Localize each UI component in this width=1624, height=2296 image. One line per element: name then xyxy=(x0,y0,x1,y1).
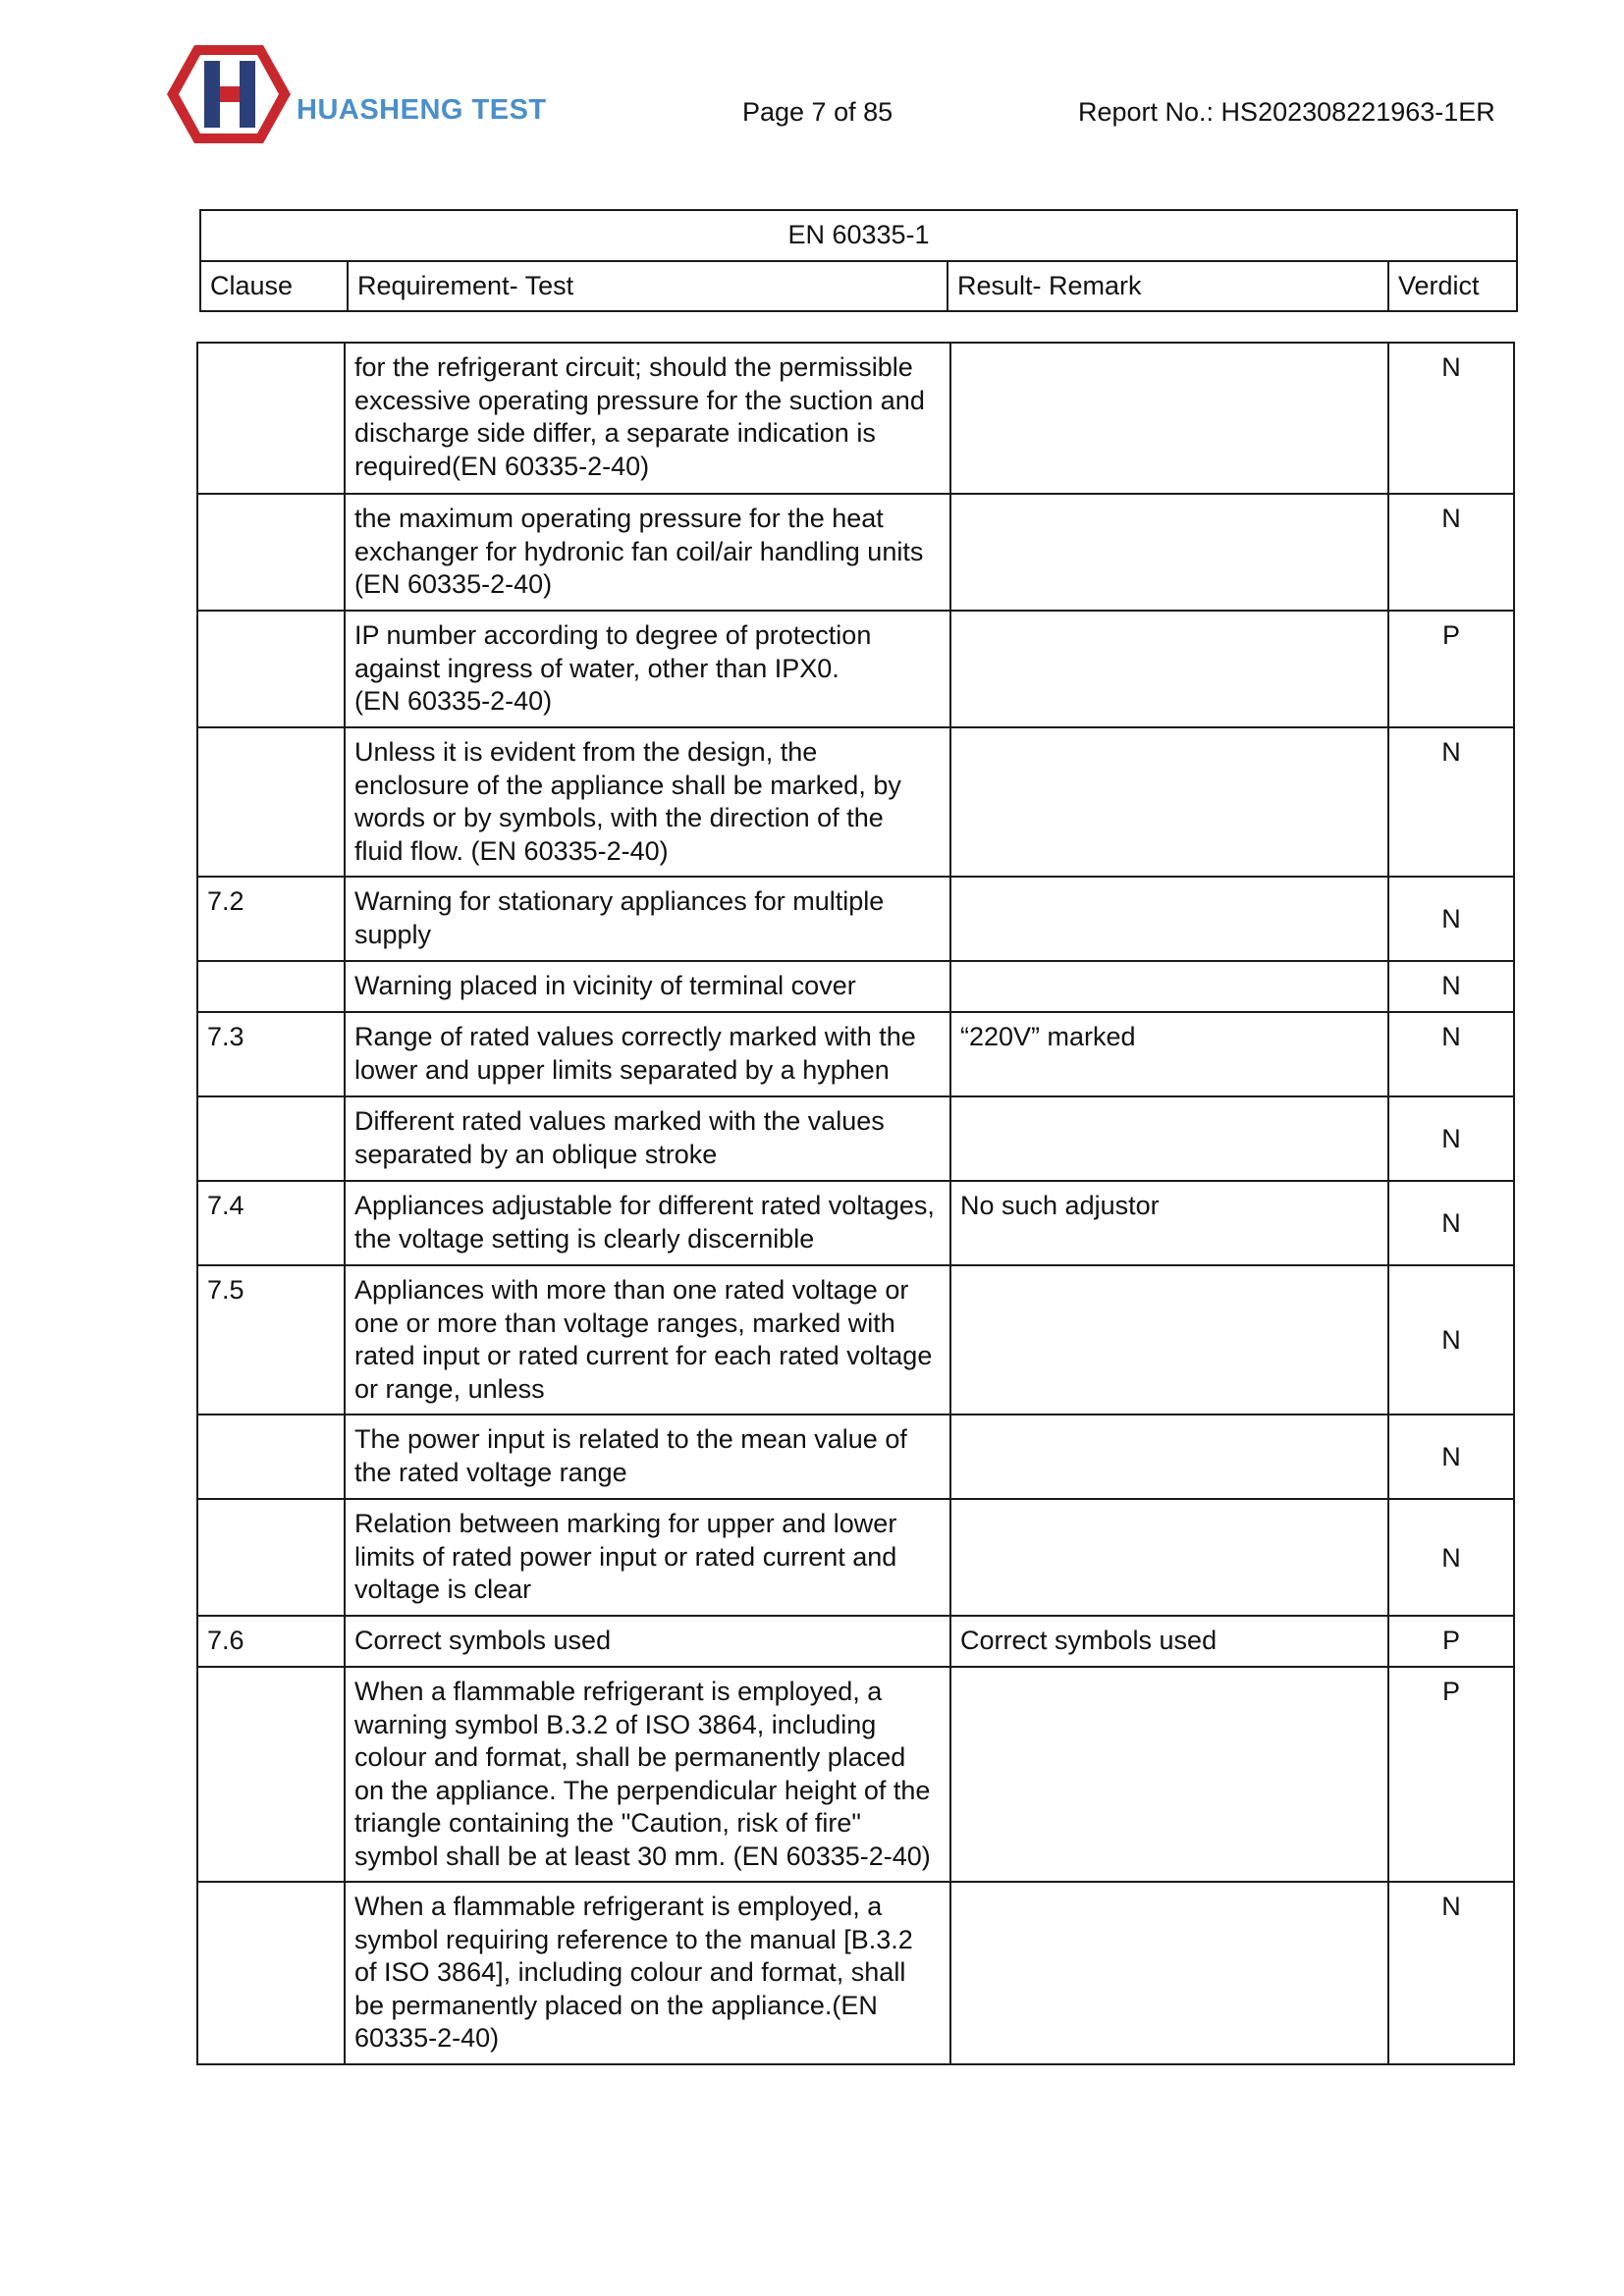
result-cell xyxy=(950,1882,1388,2064)
clause-cell xyxy=(197,494,345,611)
requirement-cell: When a flammable refrigerant is employed, a warning symbol B.3.2 of ISO 3864, including colour and format, shall be permanently placed on the appliance. The perpendicular height of the triangle containing the "Caution, risk of fire" symbol shall be at least 30 mm. (EN 60335-2-40) xyxy=(345,1667,950,1882)
result-cell xyxy=(950,611,1388,727)
result-cell xyxy=(950,727,1388,877)
result-cell xyxy=(950,343,1388,494)
table-row xyxy=(197,1096,1514,1181)
report-number: Report No.: HS202308221963-1ER xyxy=(1078,97,1495,127)
clause-cell xyxy=(197,961,345,1012)
result-cell xyxy=(950,1415,1388,1499)
clause-cell xyxy=(197,1096,345,1181)
requirement-cell: The power input is related to the mean value of the rated voltage range xyxy=(345,1415,950,1499)
clause-cell: 7.3 xyxy=(197,1012,345,1096)
company-name: HUASHENG TEST xyxy=(297,94,547,126)
table-row xyxy=(197,1616,1514,1667)
table-row xyxy=(197,1415,1514,1499)
table-row xyxy=(197,343,1514,494)
clause-cell xyxy=(197,343,345,494)
requirement-cell: Warning for stationary appliances for multiple supply xyxy=(345,877,950,961)
result-cell xyxy=(950,961,1388,1012)
requirement-cell: Different rated values marked with the values separated by an oblique stroke xyxy=(345,1096,950,1181)
verdict-cell: N xyxy=(1388,1012,1514,1096)
verdict-cell: N xyxy=(1388,494,1514,611)
clause-cell xyxy=(197,1667,345,1882)
table-row xyxy=(197,877,1514,961)
verdict-cell: N xyxy=(1388,961,1514,1012)
clause-cell xyxy=(197,611,345,727)
verdict-cell: P xyxy=(1388,1616,1514,1667)
table-header xyxy=(199,209,1518,312)
table-row xyxy=(197,1265,1514,1415)
requirement-cell: When a flammable refrigerant is employed, a symbol requiring reference to the manual [B.3.2 of ISO 3864], including colour and format, shall be permanently placed on the appliance.(EN 60335-2-40) xyxy=(345,1882,950,2064)
huasheng-logo xyxy=(165,37,295,151)
verdict-cell: N xyxy=(1388,1499,1514,1616)
verdict-cell: N xyxy=(1388,877,1514,961)
result-cell xyxy=(950,1499,1388,1616)
table-row xyxy=(197,494,1514,611)
clause-cell xyxy=(197,727,345,877)
verdict-cell: N xyxy=(1388,1415,1514,1499)
requirement-cell: Correct symbols used xyxy=(345,1616,950,1667)
verdict-cell: P xyxy=(1388,1667,1514,1882)
verdict-cell: N xyxy=(1388,1882,1514,2064)
requirement-cell: for the refrigerant circuit; should the permissible excessive operating pressure for the suction and discharge side differ, a separate indication is required(EN 60335-2-40) xyxy=(345,343,950,494)
requirement-cell: Unless it is evident from the design, the enclosure of the appliance shall be marked, by words or by symbols, with the direction of the fluid flow. (EN 60335-2-40) xyxy=(345,727,950,877)
column-header-result: Result- Remark xyxy=(947,261,1388,311)
table-row xyxy=(197,727,1514,877)
table-row xyxy=(197,961,1514,1012)
table-row xyxy=(197,1667,1514,1882)
requirement-cell: IP number according to degree of protection against ingress of water, other than IPX0. (EN 60335-2-40) xyxy=(345,611,950,727)
verdict-cell: N xyxy=(1388,1096,1514,1181)
table-row xyxy=(197,1012,1514,1096)
requirements-table xyxy=(196,342,1515,2065)
table-row xyxy=(197,1882,1514,2064)
result-cell xyxy=(950,1096,1388,1181)
result-cell xyxy=(950,1265,1388,1415)
requirement-cell: Warning placed in vicinity of terminal cover xyxy=(345,961,950,1012)
requirement-cell: Relation between marking for upper and lower limits of rated power input or rated current and voltage is clear xyxy=(345,1499,950,1616)
result-cell: No such adjustor xyxy=(950,1181,1388,1265)
table-row xyxy=(197,1499,1514,1616)
standard-title: EN 60335-1 xyxy=(200,210,1517,261)
clause-cell xyxy=(197,1499,345,1616)
result-cell xyxy=(950,877,1388,961)
column-header-verdict: Verdict xyxy=(1388,261,1517,311)
requirement-cell: Appliances adjustable for different rated voltages, the voltage setting is clearly discernible xyxy=(345,1181,950,1265)
result-cell: Correct symbols used xyxy=(950,1616,1388,1667)
clause-cell: 7.6 xyxy=(197,1616,345,1667)
column-header-requirement: Requirement- Test xyxy=(348,261,947,311)
verdict-cell: N xyxy=(1388,1265,1514,1415)
verdict-cell: P xyxy=(1388,611,1514,727)
clause-cell: 7.2 xyxy=(197,877,345,961)
verdict-cell: N xyxy=(1388,727,1514,877)
requirement-cell: the maximum operating pressure for the heat exchanger for hydronic fan coil/air handling units (EN 60335-2-40) xyxy=(345,494,950,611)
page-number: Page 7 of 85 xyxy=(742,97,893,127)
requirement-cell: Appliances with more than one rated voltage or one or more than voltage ranges, marked with rated input or rated current for each rated voltage or range, unless xyxy=(345,1265,950,1415)
verdict-cell: N xyxy=(1388,343,1514,494)
table-row xyxy=(197,611,1514,727)
result-cell xyxy=(950,1667,1388,1882)
column-header-clause: Clause xyxy=(200,261,348,311)
clause-cell: 7.4 xyxy=(197,1181,345,1265)
table-row xyxy=(197,1181,1514,1265)
clause-cell xyxy=(197,1415,345,1499)
clause-cell xyxy=(197,1882,345,2064)
result-cell: “220V” marked xyxy=(950,1012,1388,1096)
result-cell xyxy=(950,494,1388,611)
requirement-cell: Range of rated values correctly marked with the lower and upper limits separated by a hyphen xyxy=(345,1012,950,1096)
clause-cell: 7.5 xyxy=(197,1265,345,1415)
verdict-cell: N xyxy=(1388,1181,1514,1265)
